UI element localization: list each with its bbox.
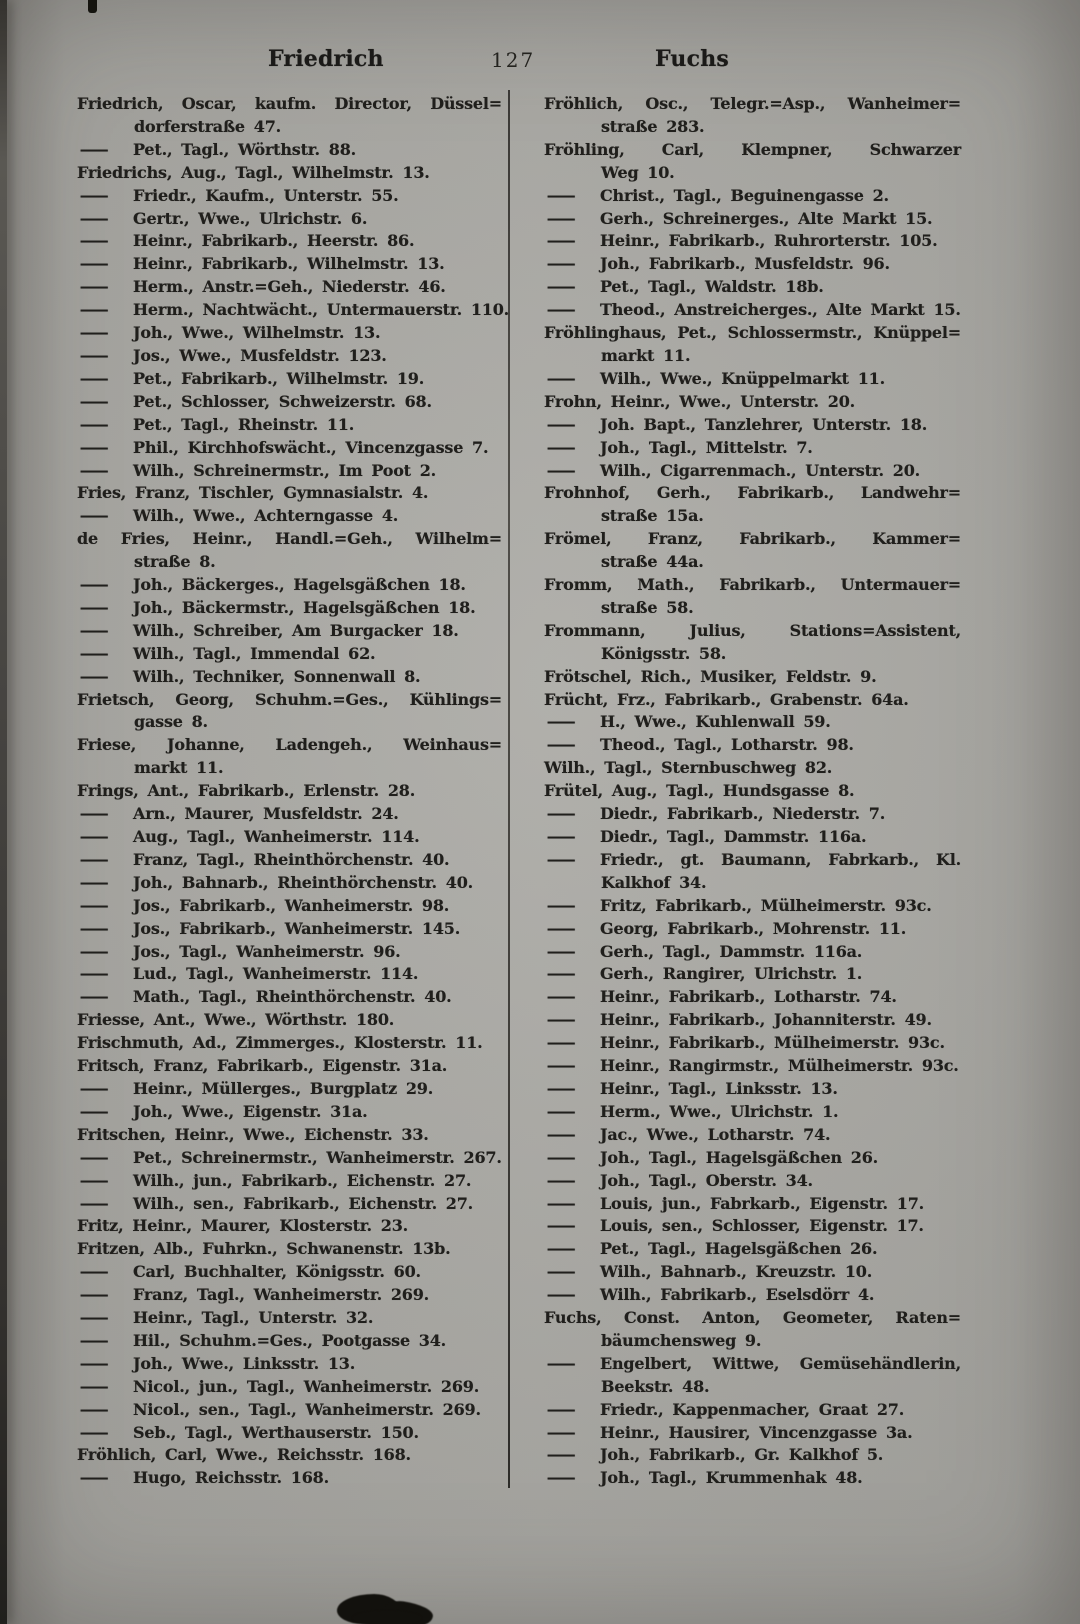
sub-entry-line [544, 1261, 961, 1284]
sub-entry-line [77, 1422, 502, 1445]
entry-text: Fritz, Fabrikarb., Mülheimerstr. 93c. [600, 895, 932, 915]
ditto-dash-glyph: — [79, 139, 110, 159]
sub-entry-line [544, 1170, 961, 1193]
ditto-dash-glyph: — [546, 918, 577, 938]
ditto-dash-glyph: — [546, 460, 577, 480]
entry-text: Wilh., Schreiber, Am Burgacker 18. [133, 620, 459, 640]
sub-entry-line [77, 391, 502, 414]
entry-text: Friedr., Kaufm., Unterstr. 55. [133, 185, 399, 205]
ditto-dash-glyph: — [79, 666, 110, 686]
sub-entry-line [77, 643, 502, 666]
entry-line: Friedrich, Oscar, kaufm. Director, Düssel= [77, 94, 502, 113]
entry-line: Wilh., Tagl., Sternbuschweg 82. [544, 758, 833, 778]
entry-text: Wilh., Wwe., Knüppelmarkt 11. [600, 368, 885, 388]
entry-text: Jos., Fabrikarb., Wanheimerstr. 145. [133, 918, 461, 938]
entry-text: Heinr., Müllerges., Burgplatz 29. [133, 1078, 434, 1098]
ditto-dash-glyph: — [79, 1147, 110, 1167]
entry-text: Pet., Fabrikarb., Wilhelmstr. 19. [133, 368, 425, 388]
entry-text: Wilh., Wwe., Achterngasse 4. [133, 506, 399, 526]
entry-text: Heinr., Fabrikarb., Lotharstr. 74. [600, 987, 897, 1007]
continuation-line: bäumchensweg 9. [601, 1330, 762, 1350]
continuation-line: Königsstr. 58. [601, 643, 727, 663]
sub-entry-line [77, 1353, 502, 1376]
sub-entry-line [77, 139, 502, 162]
ditto-dash-glyph: — [546, 1101, 577, 1121]
entry-text: Wilh., Schreinermstr., Im Poot 2. [133, 460, 437, 480]
entry-text: Heinr., Fabrikarb., Wilhelmstr. 13. [133, 254, 445, 274]
entry-text: Heinr., Fabrikarb., Johanniterstr. 49. [600, 1010, 932, 1030]
sub-entry-line [77, 895, 502, 918]
sub-entry-line [544, 986, 961, 1009]
sub-entry-line [77, 185, 502, 208]
ditto-dash-glyph: — [546, 941, 577, 961]
entry-text: Arn., Maurer, Musfeldstr. 24. [133, 804, 399, 824]
sub-entry-line [77, 1284, 502, 1307]
entry-text: Hil., Schuhm.=Ges., Pootgasse 34. [133, 1330, 447, 1350]
sub-entry-line [544, 1444, 961, 1467]
ditto-dash-glyph: — [79, 368, 110, 388]
entry-text: Friedr., gt. Baumann, Fabrkarb., Kl. [600, 849, 961, 869]
entry-text: Carl, Buchhalter, Königsstr. 60. [133, 1262, 421, 1282]
sub-entry-line [544, 1078, 961, 1101]
ditto-dash-glyph: — [79, 254, 110, 274]
scan-edge-artifact [0, 0, 7, 1624]
sub-entry-line [544, 460, 961, 483]
entry-line: Fröhlich, Carl, Wwe., Reichsstr. 168. [77, 1445, 411, 1465]
ditto-dash-glyph: — [79, 277, 110, 297]
sub-entry-line [544, 1284, 961, 1307]
ditto-dash-glyph: — [79, 506, 110, 526]
sub-entry-line [77, 803, 502, 826]
entry-line: Frietsch, Georg, Schuhm.=Ges., Kühlings= [77, 689, 502, 709]
ditto-dash-glyph: — [79, 1193, 110, 1213]
ditto-dash-glyph: — [79, 575, 110, 595]
ditto-dash-glyph: — [79, 1170, 110, 1190]
entry-text: Lud., Tagl., Wanheimerstr. 114. [133, 964, 419, 984]
sub-entry-line [544, 1147, 961, 1170]
continuation-line: straße 283. [601, 116, 705, 136]
entry-text: Diedr., Fabrikarb., Niederstr. 7. [600, 804, 886, 824]
entry-text: Joh., Wwe., Eigenstr. 31a. [133, 1101, 368, 1121]
scan-mark-artifact [88, 0, 97, 13]
ditto-dash-glyph: — [79, 1308, 110, 1328]
sub-entry-line [544, 849, 961, 872]
entry-text: Joh., Fabrikarb., Gr. Kalkhof 5. [600, 1445, 884, 1465]
sub-entry-line [77, 230, 502, 253]
entry-text: Heinr., Tagl., Unterstr. 32. [133, 1308, 374, 1328]
sub-entry-line [77, 1101, 502, 1124]
sub-entry-line [544, 1101, 961, 1124]
entry-text: Gerh., Rangirer, Ulrichstr. 1. [600, 964, 863, 984]
entry-line: Friese, Johanne, Ladengeh., Weinhaus= [77, 735, 502, 755]
entry-line: Frömel, Franz, Fabrikarb., Kammer= [544, 529, 961, 549]
entry-text: Heinr., Rangirmstr., Mülheimerstr. 93c. [600, 1056, 959, 1076]
sub-entry-line [77, 918, 502, 941]
entry-text: Gerh., Tagl., Dammstr. 116a. [600, 941, 863, 961]
ditto-dash-glyph: — [546, 368, 577, 388]
sub-entry-line [77, 505, 502, 528]
sub-entry-line [77, 208, 502, 231]
sub-entry-line [544, 918, 961, 941]
ditto-dash-glyph: — [79, 941, 110, 961]
entry-text: Wilh., Bahnarb., Kreuzstr. 10. [600, 1262, 873, 1282]
entry-text: Joh., Fabrikarb., Musfeldstr. 96. [600, 254, 890, 274]
ditto-dash-glyph: — [546, 1285, 577, 1305]
entry-line: Frohnhof, Gerh., Fabrikarb., Landwehr= [544, 483, 961, 503]
sub-entry-line [77, 666, 502, 689]
sub-entry-line [544, 414, 961, 437]
ditto-dash-glyph: — [79, 620, 110, 640]
ditto-dash-glyph: — [79, 391, 110, 411]
entry-text: Louis, sen., Schlosser, Eigenstr. 17. [600, 1216, 924, 1236]
ditto-dash-glyph: — [546, 1262, 577, 1282]
entry-text: Pet., Tagl., Hagelsgäßchen 26. [600, 1239, 878, 1259]
continuation-line: straße 44a. [601, 552, 704, 572]
entry-text: Joh., Bäckermstr., Hagelsgäßchen 18. [133, 597, 476, 617]
ditto-dash-glyph: — [546, 1124, 577, 1144]
sub-entry-line [77, 620, 502, 643]
entry-text: Wilh., Fabrikarb., Eselsdörr 4. [600, 1285, 875, 1305]
sub-entry-line [77, 1261, 502, 1284]
sub-entry-line [544, 734, 961, 757]
entry-line: Friesse, Ant., Wwe., Wörthstr. 180. [77, 1010, 395, 1030]
entry-line: Fröhlinghaus, Pet., Schlossermstr., Knüppel= [544, 323, 961, 343]
sub-entry-line [77, 1399, 502, 1422]
sub-entry-line [77, 460, 502, 483]
sub-entry-line [544, 208, 961, 231]
continuation-line: dorferstraße 47. [134, 116, 282, 136]
entry-line: Frücht, Frz., Fabrikarb., Grabenstr. 64a. [544, 689, 909, 709]
ditto-dash-glyph: — [546, 277, 577, 297]
entry-line: Fröhling, Carl, Klempner, Schwarzer [544, 139, 961, 159]
entry-text: Diedr., Tagl., Dammstr. 116a. [600, 827, 867, 846]
entry-text: Joh. Bapt., Tanzlehrer, Unterstr. 18. [600, 414, 928, 434]
entry-text: Joh., Wwe., Linksstr. 13. [133, 1353, 356, 1373]
sub-entry-line [544, 941, 961, 964]
continuation-line: markt 11. [601, 345, 691, 365]
ditto-dash-glyph: — [546, 1147, 577, 1167]
ditto-dash-glyph: — [546, 208, 577, 228]
sub-entry-line [544, 803, 961, 826]
entry-text: Louis, jun., Fabrkarb., Eigenstr. 17. [600, 1193, 925, 1213]
ditto-dash-glyph: — [546, 827, 577, 846]
sub-entry-line [77, 414, 502, 437]
entry-line: Fröhlich, Osc., Telegr.=Asp., Wanheimer= [544, 94, 961, 113]
ditto-dash-glyph: — [546, 735, 577, 755]
entry-line: Fritsch, Franz, Fabrikarb., Eigenstr. 31a. [77, 1056, 448, 1076]
entry-text: Gertr., Wwe., Ulrichstr. 6. [133, 208, 368, 228]
entry-text: Engelbert, Wittwe, Gemüsehändlerin, [600, 1353, 961, 1373]
ditto-dash-glyph: — [546, 1033, 577, 1053]
ditto-dash-glyph: — [79, 414, 110, 434]
ditto-dash-glyph: — [546, 1353, 577, 1373]
entry-text: Joh., Tagl., Oberstr. 34. [600, 1170, 813, 1190]
ditto-dash-glyph: — [79, 1330, 110, 1350]
sub-entry-line [544, 963, 961, 986]
sub-entry-line [77, 437, 502, 460]
entry-text: H., Wwe., Kuhlenwall 59. [600, 712, 831, 732]
sub-entry-line [77, 872, 502, 895]
entry-line: de Fries, Heinr., Handl.=Geh., Wilhelm= [77, 529, 502, 549]
entry-text: Herm., Nachtwächt., Untermauerstr. 110. [133, 300, 510, 320]
sub-entry-line [77, 597, 502, 620]
entry-text: Jac., Wwe., Lotharstr. 74. [600, 1124, 831, 1144]
entry-text: Friedr., Kappenmacher, Graat 27. [600, 1399, 905, 1419]
right-column [544, 93, 961, 1490]
sub-entry-line [77, 1307, 502, 1330]
ditto-dash-glyph: — [79, 1353, 110, 1373]
entry-text: Nicol., sen., Tagl., Wanheimerstr. 269. [133, 1399, 481, 1419]
ditto-dash-glyph: — [79, 1376, 110, 1396]
entry-text: Heinr., Fabrikarb., Ruhrorterstr. 105. [600, 231, 938, 251]
entry-text: Theod., Anstreicherges., Alte Markt 15. [600, 300, 961, 320]
continuation-line: markt 11. [134, 758, 224, 778]
sub-entry-line [77, 826, 502, 849]
sub-entry-line [77, 941, 502, 964]
sub-entry-line [77, 849, 502, 872]
ditto-dash-glyph: — [79, 345, 110, 365]
ditto-dash-glyph: — [546, 1010, 577, 1030]
page-header [0, 44, 1080, 78]
ditto-dash-glyph: — [79, 918, 110, 938]
sub-entry-line [77, 368, 502, 391]
ditto-dash-glyph: — [546, 1170, 577, 1190]
ditto-dash-glyph: — [79, 300, 110, 320]
ditto-dash-glyph: — [546, 1078, 577, 1098]
sub-entry-line [544, 1124, 961, 1147]
entry-line: Fuchs, Const. Anton, Geometer, Raten= [544, 1308, 961, 1328]
entry-text: Pet., Tagl., Rheinstr. 11. [133, 414, 355, 434]
sub-entry-line [544, 1353, 961, 1376]
ditto-dash-glyph: — [546, 1056, 577, 1076]
ditto-dash-glyph: — [546, 1193, 577, 1213]
entry-line: Frötschel, Rich., Musiker, Feldstr. 9. [544, 666, 877, 686]
entry-line: Frütel, Aug., Tagl., Hundsgasse 8. [544, 781, 855, 801]
entry-line: Frings, Ant., Fabrikarb., Erlenstr. 28. [77, 781, 416, 801]
entry-text: Theod., Tagl., Lotharstr. 98. [600, 735, 854, 755]
entry-text: Georg, Fabrikarb., Mohrenstr. 11. [600, 918, 907, 938]
entry-text: Jos., Wwe., Musfeldstr. 123. [133, 345, 387, 365]
entry-text: Hugo, Reichsstr. 168. [133, 1468, 329, 1488]
entry-text: Wilh., Techniker, Sonnenwall 8. [133, 666, 421, 686]
entry-text: Joh., Wwe., Wilhelmstr. 13. [133, 323, 381, 343]
entry-text: Franz, Tagl., Rheinthörchenstr. 40. [133, 849, 450, 869]
entry-text: Jos., Tagl., Wanheimerstr. 96. [133, 941, 401, 961]
ditto-dash-glyph: — [546, 1399, 577, 1419]
entry-text: Joh., Tagl., Hagelsgäßchen 26. [600, 1147, 879, 1167]
entry-line: Fromm, Math., Fabrikarb., Untermauer= [544, 575, 961, 595]
entry-line: Frommann, Julius, Stations=Assistent, [544, 620, 961, 640]
ditto-dash-glyph: — [79, 895, 110, 915]
sub-entry-line [77, 345, 502, 368]
entry-text: Math., Tagl., Rheinthörchenstr. 40. [133, 987, 452, 1007]
sub-entry-line [77, 1078, 502, 1101]
entry-text: Pet., Tagl., Waldstr. 18b. [600, 277, 824, 297]
sub-entry-line [544, 1009, 961, 1032]
sub-entry-line [544, 895, 961, 918]
sub-entry-line [544, 299, 961, 322]
sub-entry-line [77, 1193, 502, 1216]
sub-entry-line [544, 276, 961, 299]
continuation-line: Beekstr. 48. [601, 1376, 710, 1396]
entry-text: Joh., Tagl., Mittelstr. 7. [600, 437, 813, 457]
continuation-line: Weg 10. [601, 162, 675, 182]
sub-entry-line [77, 1147, 502, 1170]
entry-text: Pet., Tagl., Wörthstr. 88. [133, 139, 357, 159]
continuation-line: Kalkhof 34. [601, 872, 707, 892]
entry-text: Wilh., Cigarrenmach., Unterstr. 20. [600, 460, 921, 480]
sub-entry-line [544, 1467, 961, 1490]
sub-entry-line [544, 230, 961, 253]
sub-entry-line [77, 1467, 502, 1490]
ditto-dash-glyph: — [546, 185, 577, 205]
sub-entry-line [77, 322, 502, 345]
sub-entry-line [544, 1032, 961, 1055]
ditto-dash-glyph: — [546, 300, 577, 320]
header-guide-word-right: Fuchs [655, 46, 730, 72]
ditto-dash-glyph: — [546, 1468, 577, 1488]
ditto-dash-glyph: — [79, 597, 110, 617]
sub-entry-line [77, 963, 502, 986]
sub-entry-line [544, 1215, 961, 1238]
ditto-dash-glyph: — [546, 1422, 577, 1442]
entry-text: Pet., Schlosser, Schweizerstr. 68. [133, 391, 432, 411]
left-column [77, 93, 510, 1490]
ditto-dash-glyph: — [546, 254, 577, 274]
ditto-dash-glyph: — [79, 1399, 110, 1419]
ditto-dash-glyph: — [79, 987, 110, 1007]
entry-line: Friedrichs, Aug., Tagl., Wilhelmstr. 13. [77, 162, 430, 182]
sub-entry-line [544, 1055, 961, 1078]
entry-line: Fritzen, Alb., Fuhrkn., Schwanenstr. 13b. [77, 1239, 451, 1259]
entry-text: Joh., Bahnarb., Rheinthörchenstr. 40. [133, 872, 474, 892]
ditto-dash-glyph: — [79, 1101, 110, 1121]
ditto-dash-glyph: — [79, 231, 110, 251]
ditto-dash-glyph: — [79, 643, 110, 663]
sub-entry-line [544, 185, 961, 208]
sub-entry-line [544, 1238, 961, 1261]
sub-entry-line [544, 711, 961, 734]
sub-entry-line [77, 986, 502, 1009]
entry-text: Wilh., jun., Fabrikarb., Eichenstr. 27. [133, 1170, 472, 1190]
entry-line: Fries, Franz, Tischler, Gymnasialstr. 4. [77, 483, 429, 503]
entry-text: Herm., Wwe., Ulrichstr. 1. [600, 1101, 839, 1121]
entry-line: Fritz, Heinr., Maurer, Klosterstr. 23. [77, 1216, 409, 1236]
ink-blot-artifact [352, 1610, 422, 1624]
sub-entry-line [77, 253, 502, 276]
entry-line: Frohn, Heinr., Wwe., Unterstr. 20. [544, 391, 856, 411]
sub-entry-line [77, 574, 502, 597]
sub-entry-line [77, 1170, 502, 1193]
ditto-dash-glyph: — [79, 185, 110, 205]
continuation-line: straße 8. [134, 552, 216, 572]
entry-text: Heinr., Fabrikarb., Mülheimerstr. 93c. [600, 1033, 945, 1053]
entry-text: Nicol., jun., Tagl., Wanheimerstr. 269. [133, 1376, 480, 1396]
entry-text: Pet., Schreinermstr., Wanheimerstr. 267. [133, 1147, 502, 1167]
ditto-dash-glyph: — [546, 804, 577, 824]
entry-text: Herm., Anstr.=Geh., Niederstr. 46. [133, 277, 446, 297]
page-number: 127 [491, 48, 536, 72]
entry-text: Christ., Tagl., Beguinengasse 2. [600, 185, 889, 205]
ditto-dash-glyph: — [79, 827, 110, 846]
entry-text: Aug., Tagl., Wanheimerstr. 114. [133, 827, 420, 846]
ditto-dash-glyph: — [546, 895, 577, 915]
ditto-dash-glyph: — [546, 231, 577, 251]
ditto-dash-glyph: — [546, 987, 577, 1007]
entry-text: Phil., Kirchhofswächt., Vincenzgasse 7. [133, 437, 489, 457]
entry-text: Gerh., Schreinerges., Alte Markt 15. [600, 208, 933, 228]
ditto-dash-glyph: — [79, 460, 110, 480]
sub-entry-line [544, 1193, 961, 1216]
ditto-dash-glyph: — [79, 1078, 110, 1098]
ditto-dash-glyph: — [546, 1216, 577, 1236]
ditto-dash-glyph: — [79, 323, 110, 343]
ditto-dash-glyph: — [79, 964, 110, 984]
entry-text: Joh., Tagl., Krummenhak 48. [600, 1468, 863, 1488]
sub-entry-line [77, 276, 502, 299]
sub-entry-line [544, 368, 961, 391]
ditto-dash-glyph: — [79, 1285, 110, 1305]
sub-entry-line [77, 1330, 502, 1353]
entry-text: Joh., Bäckerges., Hagelsgäßchen 18. [133, 575, 466, 595]
ditto-dash-glyph: — [79, 437, 110, 457]
sub-entry-line [544, 253, 961, 276]
ditto-dash-glyph: — [546, 849, 577, 869]
ditto-dash-glyph: — [79, 872, 110, 892]
entry-text: Wilh., Tagl., Immendal 62. [133, 643, 376, 663]
ditto-dash-glyph: — [79, 208, 110, 228]
sub-entry-line [544, 1422, 961, 1445]
continuation-line: straße 58. [601, 597, 694, 617]
ditto-dash-glyph: — [546, 964, 577, 984]
entry-text: Wilh., sen., Fabrikarb., Eichenstr. 27. [133, 1193, 474, 1213]
sub-entry-line [77, 299, 510, 322]
ditto-dash-glyph: — [546, 414, 577, 434]
ditto-dash-glyph: — [79, 1262, 110, 1282]
sub-entry-line [77, 1376, 502, 1399]
entry-text: Franz, Tagl., Wanheimerstr. 269. [133, 1285, 430, 1305]
sub-entry-line [544, 1399, 961, 1422]
ditto-dash-glyph: — [79, 1468, 110, 1488]
ditto-dash-glyph: — [546, 712, 577, 732]
ditto-dash-glyph: — [546, 1445, 577, 1465]
continuation-line: straße 15a. [601, 506, 704, 526]
sub-entry-line [544, 437, 961, 460]
entry-line: Fritschen, Heinr., Wwe., Eichenstr. 33. [77, 1124, 429, 1144]
sub-entry-line [544, 826, 961, 849]
entry-line: Frischmuth, Ad., Zimmerges., Klosterstr. 11. [77, 1033, 483, 1053]
ditto-dash-glyph: — [79, 1422, 110, 1442]
ditto-dash-glyph: — [79, 804, 110, 824]
entry-text: Seb., Tagl., Werthauserstr. 150. [133, 1422, 419, 1442]
continuation-line: gasse 8. [134, 712, 208, 732]
entry-text: Heinr., Tagl., Linksstr. 13. [600, 1078, 838, 1098]
entry-text: Heinr., Hausirer, Vincenzgasse 3a. [600, 1422, 913, 1442]
ditto-dash-glyph: — [79, 849, 110, 869]
header-guide-word-left: Friedrich [268, 46, 384, 72]
ditto-dash-glyph: — [546, 437, 577, 457]
entry-text: Jos., Fabrikarb., Wanheimerstr. 98. [133, 895, 450, 915]
entry-text: Heinr., Fabrikarb., Heerstr. 86. [133, 231, 415, 251]
ditto-dash-glyph: — [546, 1239, 577, 1259]
